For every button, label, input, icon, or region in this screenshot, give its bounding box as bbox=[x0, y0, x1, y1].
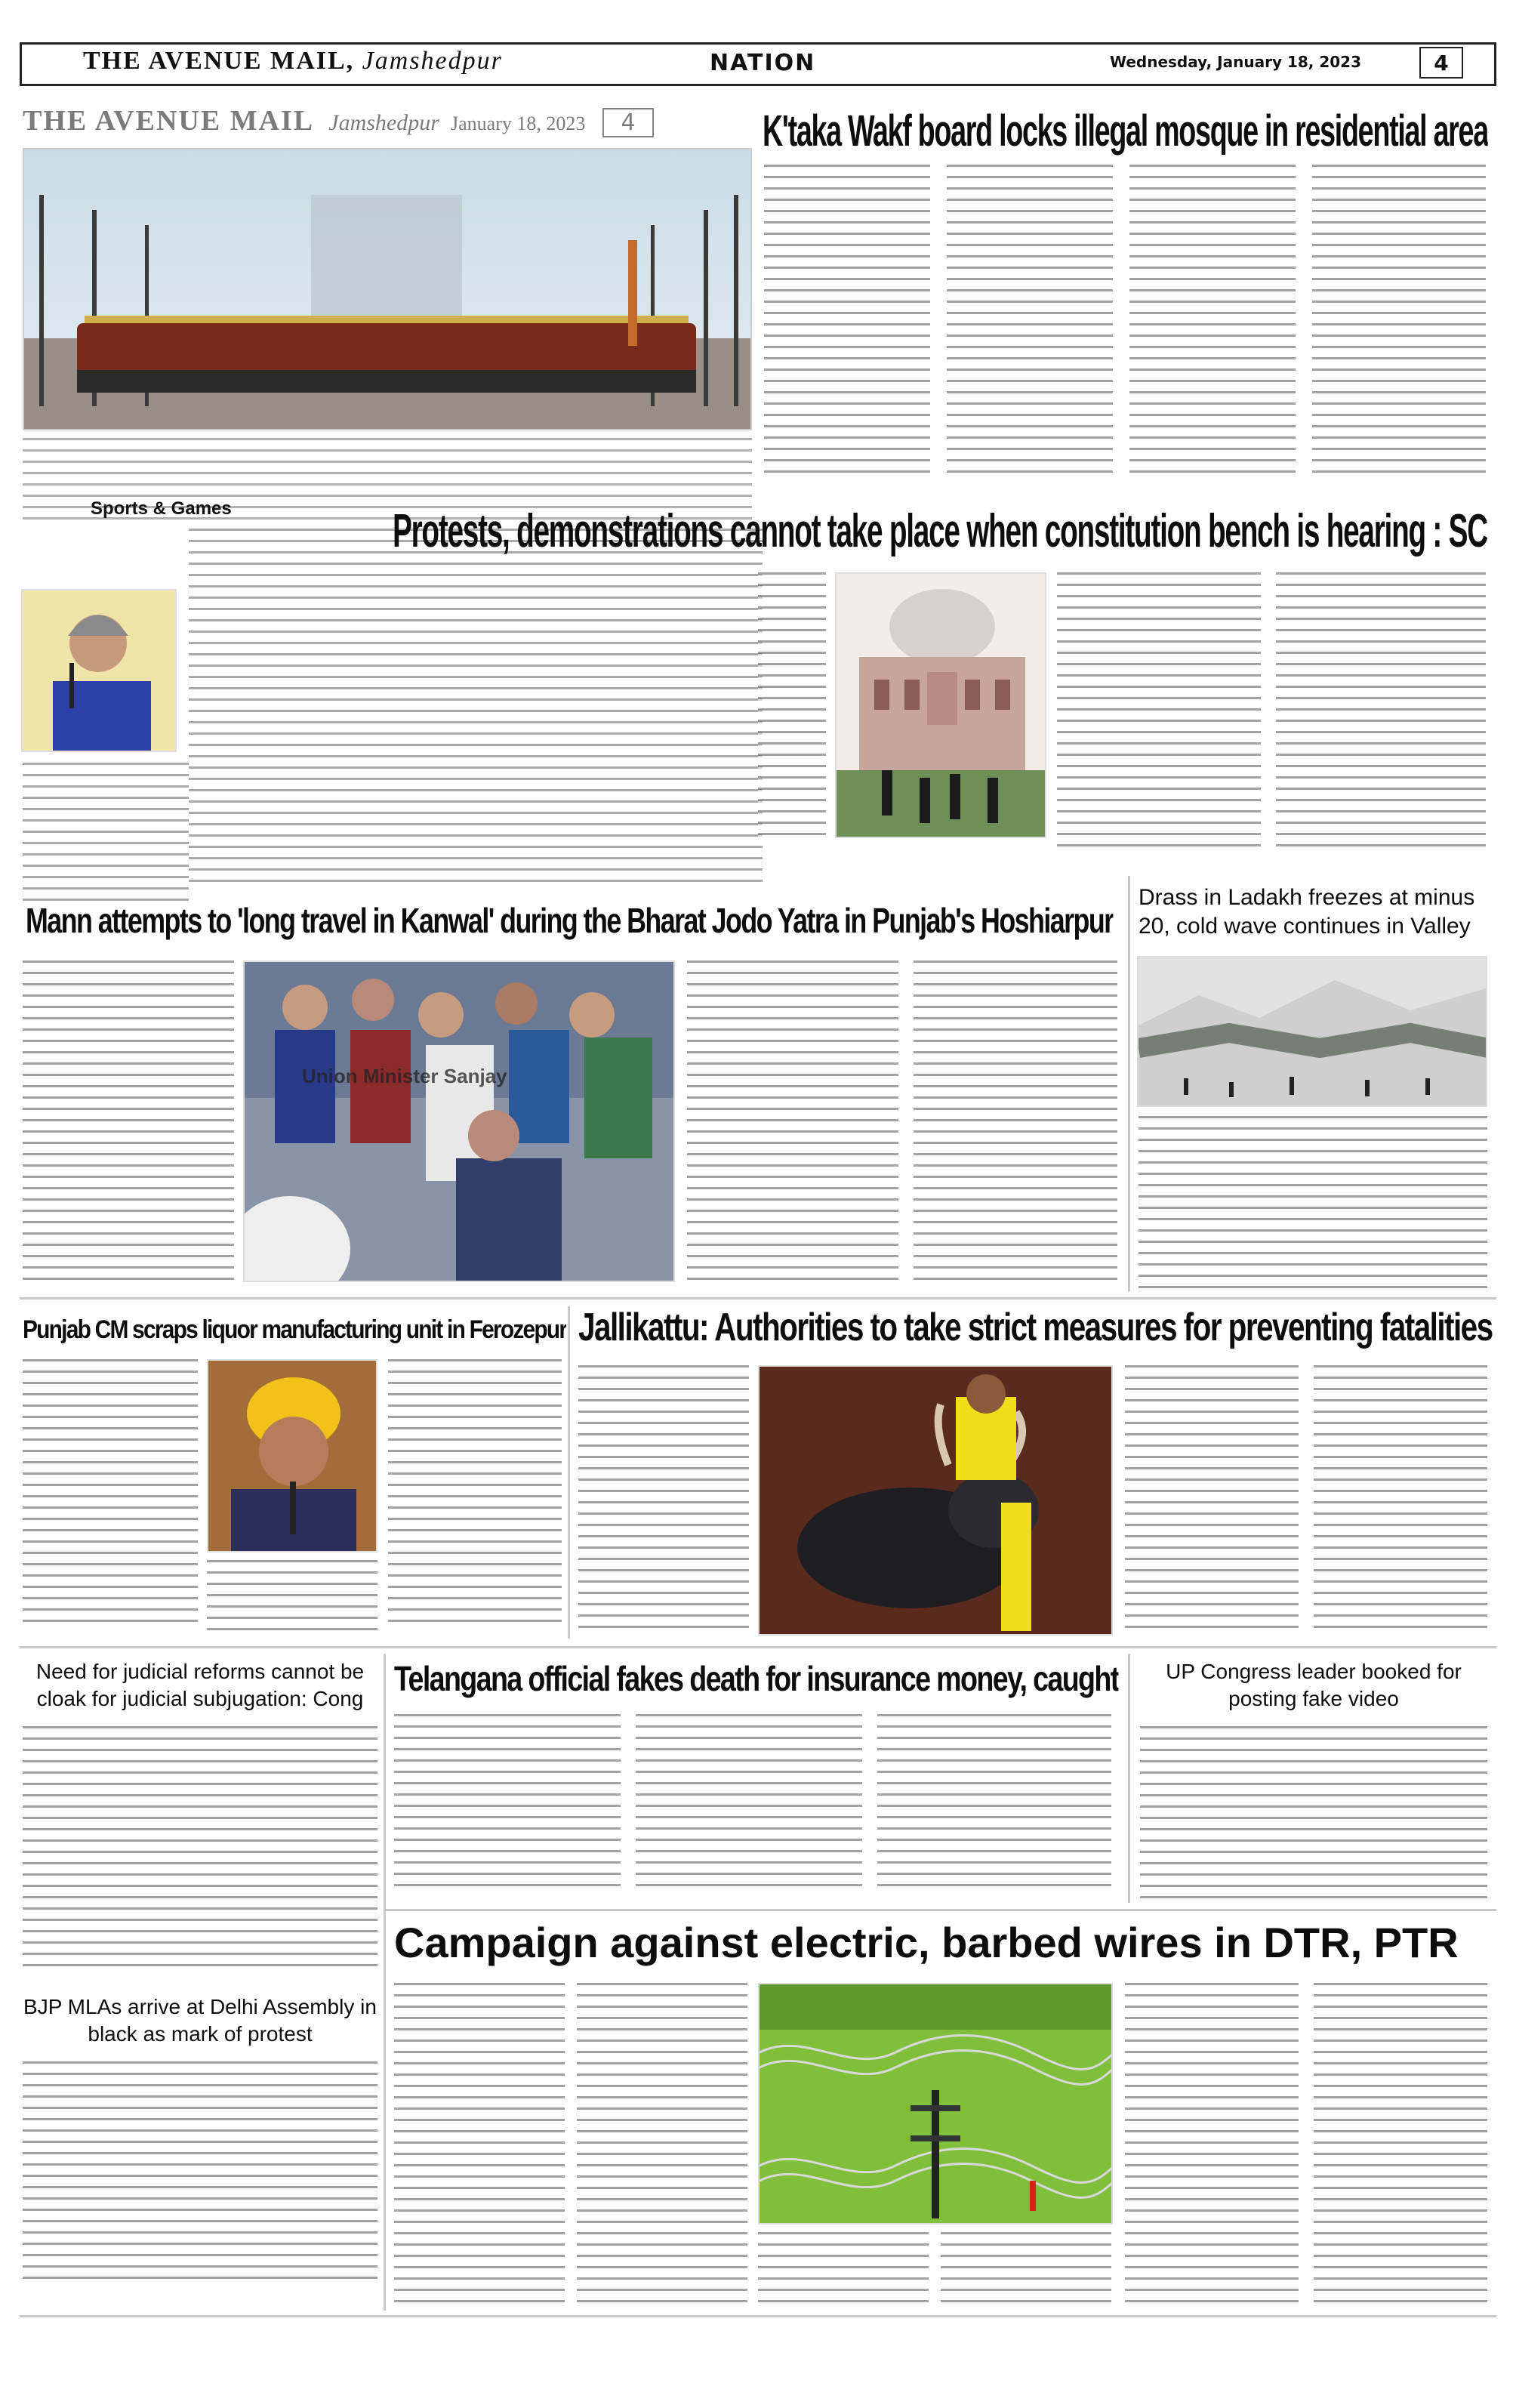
col-divider-left bbox=[384, 1654, 386, 2311]
waqf-body-col4 bbox=[1312, 165, 1486, 474]
yatra-photo bbox=[243, 960, 675, 1282]
punjab-cm-body-col2 bbox=[207, 1560, 377, 1631]
jallikattu-body-col1 bbox=[578, 1365, 749, 1636]
speaker-photo bbox=[21, 589, 177, 752]
masthead-date: Wednesday, January 18, 2023 bbox=[1110, 53, 1362, 71]
section-label: NATION bbox=[710, 50, 816, 76]
bottom-rule bbox=[20, 2315, 1496, 2317]
campaign-body-col4 bbox=[941, 2232, 1111, 2308]
sc-headline: Protests, demonstrations cannot take place when constitution bench is hearing : SC bbox=[393, 505, 1487, 557]
telangana-body-col1 bbox=[394, 1714, 621, 1895]
waqf-body-col3 bbox=[1129, 165, 1296, 474]
bjp-mlas-headline: BJP MLAs arrive at Delhi Assembly in black as mark of protest bbox=[23, 1995, 377, 2046]
ladakh-divider bbox=[1128, 876, 1130, 1291]
jallikattu-photo bbox=[758, 1365, 1113, 1636]
punjab-cm-headline: Punjab CM scraps liquor manufacturing unit in Ferozepur bbox=[23, 1315, 566, 1344]
bharat-jodo-headline: Mann attempts to 'long travel in Kanwal' during the Bharat Jodo Yatra in Punjab's Hoshiarpur bbox=[26, 901, 1114, 940]
ladakh-body bbox=[1139, 1116, 1487, 1288]
jallikattu-divider bbox=[568, 1306, 570, 1639]
up-congress-divider bbox=[1128, 1654, 1130, 1903]
judicial-body bbox=[23, 1726, 377, 1975]
campaign-body-col6 bbox=[1314, 1983, 1487, 2308]
sc-body-col2 bbox=[1057, 572, 1261, 852]
ghost-masthead: THE AVENUE MAIL Jamshedpur January 18, 2023 4 bbox=[23, 104, 763, 146]
punjab-cm-body-col1 bbox=[23, 1359, 198, 1631]
judicial-headline: Need for judicial reforms cannot be cloak for judicial subjugation: Cong bbox=[35, 1660, 365, 1710]
waqf-headline: K'taka Wakf board locks illegal mosque in residential area bbox=[763, 106, 1488, 156]
campaign-headline: Campaign against electric, barbed wires in DTR, PTR bbox=[394, 1919, 1459, 1966]
divider-row-4 bbox=[384, 1909, 1496, 1911]
sc-body-col1 bbox=[758, 572, 826, 838]
campaign-body-col3 bbox=[758, 2232, 929, 2308]
punjab-cm-body-col3 bbox=[388, 1359, 562, 1631]
campaign-body-col5 bbox=[1125, 1983, 1299, 2308]
jallikattu-body-col3 bbox=[1314, 1365, 1487, 1636]
parade-image bbox=[24, 150, 752, 430]
masthead-title: THE AVENUE MAIL, Jamshedpur bbox=[83, 47, 503, 75]
punjab-cm-photo bbox=[207, 1359, 377, 1552]
yatra-body-col2 bbox=[687, 960, 898, 1282]
waqf-body-col1 bbox=[764, 165, 930, 474]
jallikattu-headline: Jallikattu: Authorities to take strict measures for preventing fatalities bbox=[578, 1306, 1493, 1349]
waqf-body-col2 bbox=[947, 165, 1113, 474]
jallikattu-body-col2 bbox=[1125, 1365, 1299, 1636]
left-overlay-text-b bbox=[189, 529, 763, 891]
campaign-body-col1 bbox=[394, 1983, 565, 2308]
left-overlay-text-c bbox=[23, 763, 189, 906]
sc-body-col3 bbox=[1276, 572, 1486, 852]
telangana-headline: Telangana official fakes death for insurance money, caught bbox=[394, 1659, 1119, 1698]
ladakh-headline: Drass in Ladakh freezes at minus 20, cold wave continues in Valley bbox=[1139, 885, 1475, 939]
parade-photo bbox=[23, 148, 752, 430]
supreme-court-photo bbox=[835, 572, 1046, 838]
barbed-wire-photo bbox=[758, 1983, 1113, 2225]
ladakh-photo bbox=[1137, 956, 1487, 1107]
telangana-body-col3 bbox=[877, 1714, 1111, 1895]
campaign-body-col2 bbox=[577, 1983, 747, 2308]
telangana-body-col2 bbox=[636, 1714, 862, 1895]
page-number: 4 bbox=[1419, 47, 1463, 79]
up-congress-headline: UP Congress leader booked for posting fake video bbox=[1166, 1660, 1462, 1710]
yatra-body-left bbox=[23, 960, 234, 1282]
bjp-mlas-body bbox=[23, 2061, 377, 2288]
sports-games-label: Sports & Games bbox=[91, 498, 232, 519]
up-congress-body bbox=[1140, 1726, 1487, 1900]
divider-row-2 bbox=[20, 1297, 1496, 1300]
union-minister-label: Union Minister Sanjay bbox=[302, 1065, 507, 1087]
divider-row-3 bbox=[20, 1646, 1496, 1648]
yatra-body-col3 bbox=[914, 960, 1117, 1282]
